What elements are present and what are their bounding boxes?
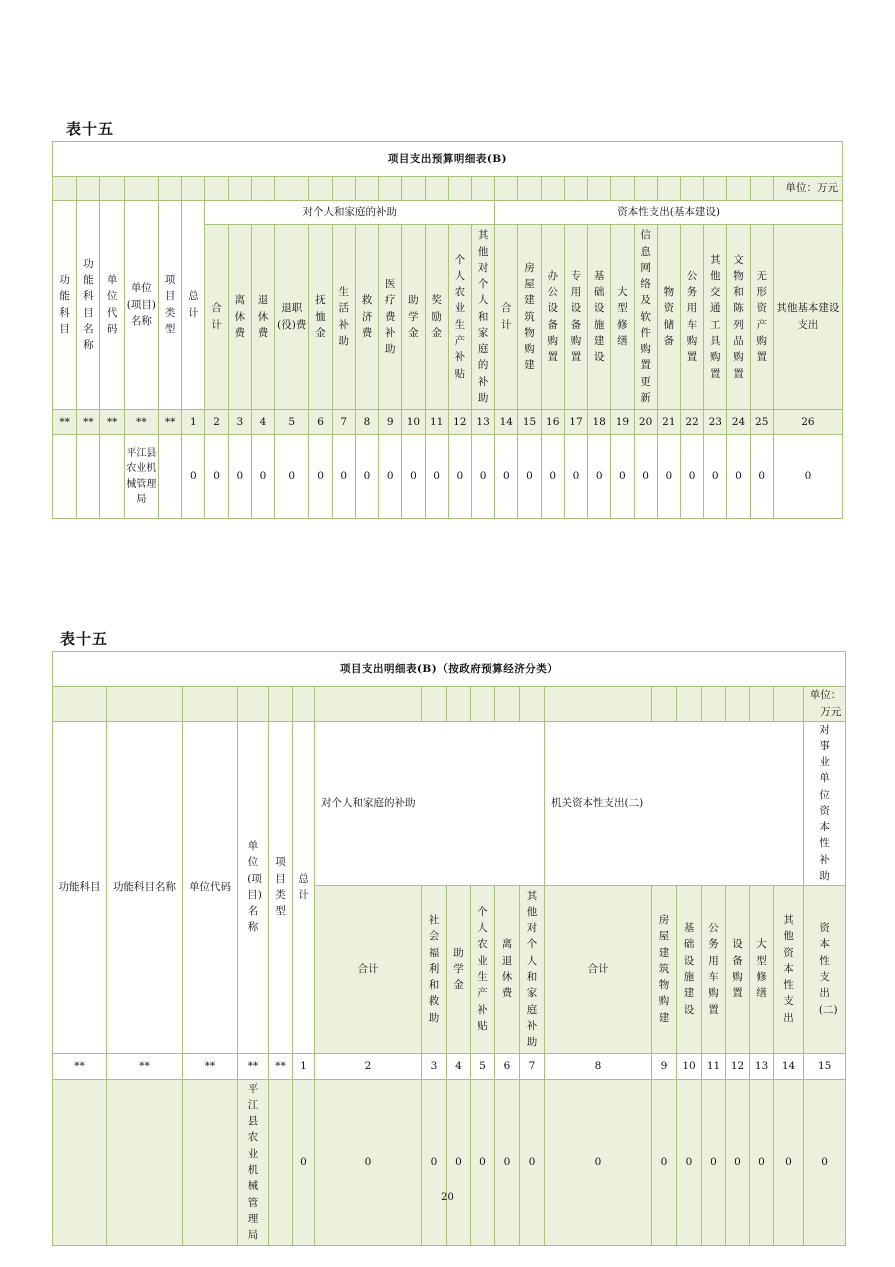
data-cell: 0 xyxy=(702,1079,726,1245)
blank-cell xyxy=(495,177,518,201)
column-header: 项目类型 xyxy=(159,201,182,410)
data-cell: 0 xyxy=(680,435,703,519)
blank-cell xyxy=(448,177,471,201)
code-cell: 4 xyxy=(447,1053,471,1079)
column-header: 无形资产购置 xyxy=(750,225,773,410)
table2-header-group-row xyxy=(53,721,846,885)
blank-cell xyxy=(545,687,652,722)
data-cell: 0 xyxy=(726,1079,750,1245)
column-header: 离休费 xyxy=(228,225,251,410)
blank-cell xyxy=(53,687,107,722)
column-header: 信息网络及软件购置更新 xyxy=(634,225,657,410)
column-header: 设备购置 xyxy=(726,885,750,1053)
data-cell: 0 xyxy=(495,1079,520,1245)
data-cell: 0 xyxy=(750,435,773,519)
code-cell: ** xyxy=(183,1053,238,1079)
column-header: 总计 xyxy=(182,201,205,410)
code-cell: 12 xyxy=(726,1053,750,1079)
code-cell: 7 xyxy=(332,410,355,435)
blank-cell xyxy=(750,687,774,722)
column-header: 公务用车购置 xyxy=(680,225,703,410)
code-cell: ** xyxy=(53,1053,107,1079)
data-cell: 0 xyxy=(495,435,518,519)
code-cell: 21 xyxy=(657,410,680,435)
code-cell: ** xyxy=(238,1053,269,1079)
code-cell: 14 xyxy=(774,1053,804,1079)
column-header: 退职(役)费 xyxy=(275,225,309,410)
code-cell: 1 xyxy=(293,1053,315,1079)
data-cell: 0 xyxy=(611,435,634,519)
table1-title: 项目支出预算明细表(B) xyxy=(53,142,843,177)
data-cell xyxy=(53,1079,107,1245)
blank-cell xyxy=(634,177,657,201)
blank-cell xyxy=(541,177,564,201)
column-header: 合计 xyxy=(545,885,652,1053)
code-cell: 5 xyxy=(275,410,309,435)
blank-cell xyxy=(677,687,702,722)
blank-cell xyxy=(228,177,251,201)
blank-cell xyxy=(652,687,677,722)
column-header: 其他对个人和家庭的补助 xyxy=(471,225,494,410)
column-header: 单位(项目)名称 xyxy=(124,201,158,410)
column-header: 其他基本建设支出 xyxy=(773,225,842,410)
blank-cell xyxy=(702,687,726,722)
data-cell: 0 xyxy=(309,435,332,519)
column-header: 单位(项目)名称 xyxy=(238,721,269,1053)
column-header: 合计 xyxy=(495,225,518,410)
unit-name-cell: 平江县农业机械管理局 xyxy=(238,1079,269,1245)
column-header: 个人农业生产补贴 xyxy=(448,225,471,410)
table2-title: 项目支出明细表(B)（按政府预算经济分类） xyxy=(53,652,846,687)
data-cell: 0 xyxy=(657,435,680,519)
data-cell: 0 xyxy=(332,435,355,519)
code-cell: 17 xyxy=(564,410,587,435)
column-header: 大型修缮 xyxy=(750,885,774,1053)
column-header: 其他交通工具购置 xyxy=(704,225,727,410)
data-cell: 0 xyxy=(518,435,541,519)
table1-label: 表十五 xyxy=(66,120,115,138)
column-header: 文物和陈列品购置 xyxy=(727,225,750,410)
column-header: 奖励金 xyxy=(425,225,448,410)
column-header: 专用设备购置 xyxy=(564,225,587,410)
column-header: 功能科目 xyxy=(53,201,77,410)
code-cell: 13 xyxy=(471,410,494,435)
data-cell: 0 xyxy=(355,435,378,519)
blank-cell xyxy=(315,687,422,722)
group-header-enterprise: 对事业单位资本性补助 xyxy=(804,721,846,885)
code-cell: 18 xyxy=(588,410,611,435)
column-header: 大型修缮 xyxy=(611,225,634,410)
blank-cell xyxy=(657,177,680,201)
data-cell xyxy=(53,435,77,519)
blank-cell xyxy=(183,687,238,722)
code-cell: ** xyxy=(124,410,158,435)
code-cell: 3 xyxy=(422,1053,447,1079)
code-cell: 5 xyxy=(471,1053,495,1079)
blank-cell xyxy=(495,687,520,722)
blank-cell xyxy=(100,177,124,201)
code-cell: 6 xyxy=(495,1053,520,1079)
table2-code-row xyxy=(53,1053,846,1079)
table1-unit-row xyxy=(53,177,843,201)
code-cell: 19 xyxy=(611,410,634,435)
blank-cell xyxy=(251,177,274,201)
blank-cell xyxy=(750,177,773,201)
column-header: 其他对个人和家庭补助 xyxy=(520,885,545,1053)
blank-cell xyxy=(704,177,727,201)
unit-label: 单位：万元 xyxy=(773,177,842,201)
data-cell: 0 xyxy=(315,1079,422,1245)
data-cell: 0 xyxy=(564,435,587,519)
blank-cell xyxy=(205,177,228,201)
column-header: 其他资本性支出 xyxy=(774,885,804,1053)
group-header-capital: 机关资本性支出(二) xyxy=(545,721,804,885)
blank-cell xyxy=(182,177,205,201)
code-cell: 2 xyxy=(315,1053,422,1079)
column-header: 房屋建筑物购建 xyxy=(652,885,677,1053)
code-cell: 16 xyxy=(541,410,564,435)
blank-cell xyxy=(332,177,355,201)
data-cell: 0 xyxy=(471,1079,495,1245)
blank-cell xyxy=(471,687,495,722)
blank-cell xyxy=(726,687,750,722)
code-cell: 8 xyxy=(355,410,378,435)
data-cell: 0 xyxy=(545,1079,652,1245)
data-cell: 0 xyxy=(677,1079,702,1245)
column-header: 功能科目名称 xyxy=(107,721,183,1053)
page-number: 20 xyxy=(441,1192,454,1203)
column-header: 个人农业生产补贴 xyxy=(471,885,495,1053)
blank-cell xyxy=(53,177,77,201)
column-header: 公务用车购置 xyxy=(702,885,726,1053)
column-header: 单位代码 xyxy=(100,201,124,410)
code-cell: 23 xyxy=(704,410,727,435)
column-header: 总计 xyxy=(293,721,315,1053)
blank-cell xyxy=(293,687,315,722)
data-cell: 0 xyxy=(182,435,205,519)
column-header: 单位代码 xyxy=(183,721,238,1053)
data-cell xyxy=(77,435,100,519)
column-header: 项目类型 xyxy=(269,721,293,1053)
code-cell: 11 xyxy=(702,1053,726,1079)
unit-label: 单位：万元 xyxy=(804,687,846,722)
column-header: 离退休费 xyxy=(495,885,520,1053)
group-header-individual: 对个人和家庭的补助 xyxy=(315,721,545,885)
code-cell: 14 xyxy=(495,410,518,435)
blank-cell xyxy=(107,687,183,722)
blank-cell xyxy=(471,177,494,201)
data-cell: 0 xyxy=(773,435,842,519)
blank-cell xyxy=(422,687,447,722)
column-header: 助学金 xyxy=(447,885,471,1053)
data-cell: 0 xyxy=(804,1079,846,1245)
column-header: 办公设备购置 xyxy=(541,225,564,410)
data-cell: 0 xyxy=(704,435,727,519)
code-cell: 9 xyxy=(652,1053,677,1079)
code-cell: ** xyxy=(107,1053,183,1079)
blank-cell xyxy=(611,177,634,201)
data-cell: 0 xyxy=(228,435,251,519)
code-cell: 15 xyxy=(804,1053,846,1079)
column-header: 功能科目名称 xyxy=(77,201,100,410)
code-cell: 22 xyxy=(680,410,703,435)
code-cell: 8 xyxy=(545,1053,652,1079)
data-cell: 0 xyxy=(293,1079,315,1245)
table1-code-row xyxy=(53,410,843,435)
unit-name-cell: 平江县农业机械管理局 xyxy=(124,435,158,519)
blank-cell xyxy=(425,177,448,201)
column-header: 助学金 xyxy=(402,225,425,410)
code-cell: ** xyxy=(77,410,100,435)
column-header: 合计 xyxy=(315,885,422,1053)
data-cell: 0 xyxy=(379,435,402,519)
blank-cell xyxy=(77,177,100,201)
code-cell: 6 xyxy=(309,410,332,435)
column-header: 社会福利和救助 xyxy=(422,885,447,1053)
data-cell: 0 xyxy=(520,1079,545,1245)
code-cell: 26 xyxy=(773,410,842,435)
blank-cell xyxy=(447,687,471,722)
code-cell: 10 xyxy=(402,410,425,435)
table1-header-group-row xyxy=(53,201,843,225)
data-cell: 0 xyxy=(588,435,611,519)
code-cell: 15 xyxy=(518,410,541,435)
economic-classification-table xyxy=(52,651,846,1246)
table2-label: 表十五 xyxy=(60,630,109,648)
data-cell xyxy=(159,435,182,519)
data-cell: 0 xyxy=(471,435,494,519)
blank-cell xyxy=(275,177,309,201)
blank-cell xyxy=(518,177,541,201)
code-cell: 20 xyxy=(634,410,657,435)
column-header: 功能科目 xyxy=(53,721,107,1053)
data-cell: 0 xyxy=(448,435,471,519)
data-cell: 0 xyxy=(251,435,274,519)
data-cell: 0 xyxy=(774,1079,804,1245)
code-cell: ** xyxy=(53,410,77,435)
blank-cell xyxy=(309,177,332,201)
group-header-capital: 资本性支出(基本建设) xyxy=(495,201,843,225)
column-header: 物资储备 xyxy=(657,225,680,410)
code-cell: 3 xyxy=(228,410,251,435)
code-cell: 2 xyxy=(205,410,228,435)
data-cell: 0 xyxy=(422,1079,447,1245)
blank-cell xyxy=(159,177,182,201)
data-cell: 0 xyxy=(402,435,425,519)
blank-cell xyxy=(124,177,158,201)
blank-cell xyxy=(402,177,425,201)
data-cell: 0 xyxy=(750,1079,774,1245)
code-cell: 7 xyxy=(520,1053,545,1079)
column-header: 合计 xyxy=(205,225,228,410)
code-cell: 4 xyxy=(251,410,274,435)
blank-cell xyxy=(774,687,804,722)
table2-data-row xyxy=(53,1079,846,1245)
data-cell xyxy=(269,1079,293,1245)
blank-cell xyxy=(680,177,703,201)
data-cell: 0 xyxy=(425,435,448,519)
code-cell: 25 xyxy=(750,410,773,435)
data-cell: 0 xyxy=(634,435,657,519)
code-cell: ** xyxy=(269,1053,293,1079)
column-header: 救济费 xyxy=(355,225,378,410)
code-cell: 11 xyxy=(425,410,448,435)
data-cell: 0 xyxy=(652,1079,677,1245)
blank-cell xyxy=(355,177,378,201)
budget-detail-table xyxy=(52,141,843,519)
column-header: 生活补助 xyxy=(332,225,355,410)
column-header: 资本性支出(二) xyxy=(804,885,846,1053)
data-cell: 0 xyxy=(541,435,564,519)
column-header: 退休费 xyxy=(251,225,274,410)
group-header-individual: 对个人和家庭的补助 xyxy=(205,201,495,225)
code-cell: 24 xyxy=(727,410,750,435)
column-header: 医疗费补助 xyxy=(379,225,402,410)
table2-unit-row xyxy=(53,687,846,722)
column-header: 基础设施建设 xyxy=(588,225,611,410)
column-header: 基础设施建设 xyxy=(677,885,702,1053)
blank-cell xyxy=(588,177,611,201)
data-cell xyxy=(107,1079,183,1245)
code-cell: 13 xyxy=(750,1053,774,1079)
data-cell: 0 xyxy=(727,435,750,519)
data-cell: 0 xyxy=(205,435,228,519)
data-cell xyxy=(100,435,124,519)
code-cell: 10 xyxy=(677,1053,702,1079)
code-cell: ** xyxy=(159,410,182,435)
blank-cell xyxy=(269,687,293,722)
table1-data-row xyxy=(53,435,843,519)
code-cell: 1 xyxy=(182,410,205,435)
blank-cell xyxy=(238,687,269,722)
blank-cell xyxy=(727,177,750,201)
column-header: 房屋建筑物购建 xyxy=(518,225,541,410)
blank-cell xyxy=(520,687,545,722)
data-cell: 0 xyxy=(275,435,309,519)
code-cell: 12 xyxy=(448,410,471,435)
blank-cell xyxy=(379,177,402,201)
data-cell: 0 xyxy=(447,1079,471,1245)
code-cell: 9 xyxy=(379,410,402,435)
column-header: 抚恤金 xyxy=(309,225,332,410)
code-cell: ** xyxy=(100,410,124,435)
data-cell xyxy=(183,1079,238,1245)
blank-cell xyxy=(564,177,587,201)
